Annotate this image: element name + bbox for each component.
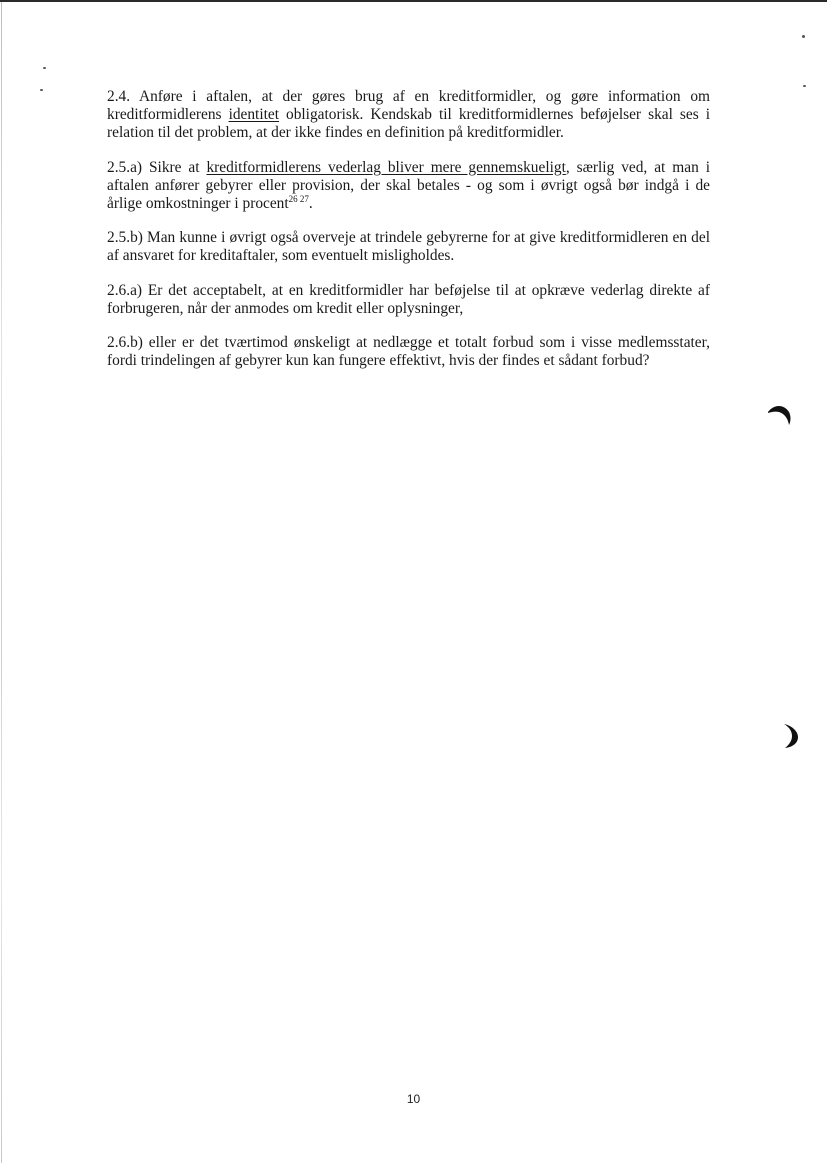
underlined-term-identitet: identitet	[228, 106, 279, 124]
scan-speck	[802, 35, 805, 38]
paragraph-2-5a	[107, 159, 710, 214]
footnote-reference: 26 27	[288, 193, 309, 204]
paragraph-text: 2.5.b) Man kunne i øvrigt også overveje at trindele gebyrerne for at give kreditformidleren en del af ansvaret for kreditaftaler, som eventuelt misligholdes.	[107, 229, 710, 265]
paragraph-2-4	[107, 88, 710, 143]
paragraph-text: , særlig ved, at man i aftalen anfører gebyrer eller provision, der skal betales - og som i øvrigt også bør indgå i de årlige omkostninger i procent	[107, 158, 710, 213]
paragraph-text: 2.6.b) eller er det tværtimod ønskeligt at nedlægge et totalt forbud som i visse medlemsstater, fordi trindelingen af gebyrer kun kan fungere effektivt, hvis der findes et sådant forbud?	[107, 334, 710, 370]
scan-left-edge	[1, 2, 2, 1163]
punch-hole-mark-lower	[781, 722, 803, 750]
page-number: 10	[406, 1092, 421, 1106]
paragraph-text: obligatorisk. Kendskab til kreditformidlernes beføjelser skal ses i relation til det problem, at der ikke findes en definition på kreditformidler.	[107, 106, 710, 142]
scan-speck	[43, 67, 46, 69]
paragraph-2-5b	[107, 229, 710, 265]
scan-top-border	[0, 0, 827, 2]
paragraph-2-6b	[107, 334, 710, 370]
document-body	[107, 88, 710, 386]
scan-speck	[803, 85, 806, 87]
paragraph-text: 2.4. Anføre i aftalen, at der gøres brug af en kreditformidler, og gøre information om kreditformidlerens	[107, 88, 710, 124]
paragraph-trailing-punctuation: .	[308, 195, 313, 213]
paragraph-2-6a	[107, 282, 710, 318]
scan-speck	[40, 89, 43, 91]
underlined-phrase-vederlag: kreditformidlerens vederlag bliver mere gennemskueligt	[206, 158, 566, 176]
punch-hole-mark-upper	[764, 400, 794, 430]
paragraph-text: 2.5.a) Sikre at	[107, 158, 207, 176]
paragraph-text: 2.6.a) Er det acceptabelt, at en kreditformidler har beføjelse til at opkræve vederlag direkte af forbrugeren, når der anmodes om kredit eller oplysninger,	[107, 281, 710, 317]
